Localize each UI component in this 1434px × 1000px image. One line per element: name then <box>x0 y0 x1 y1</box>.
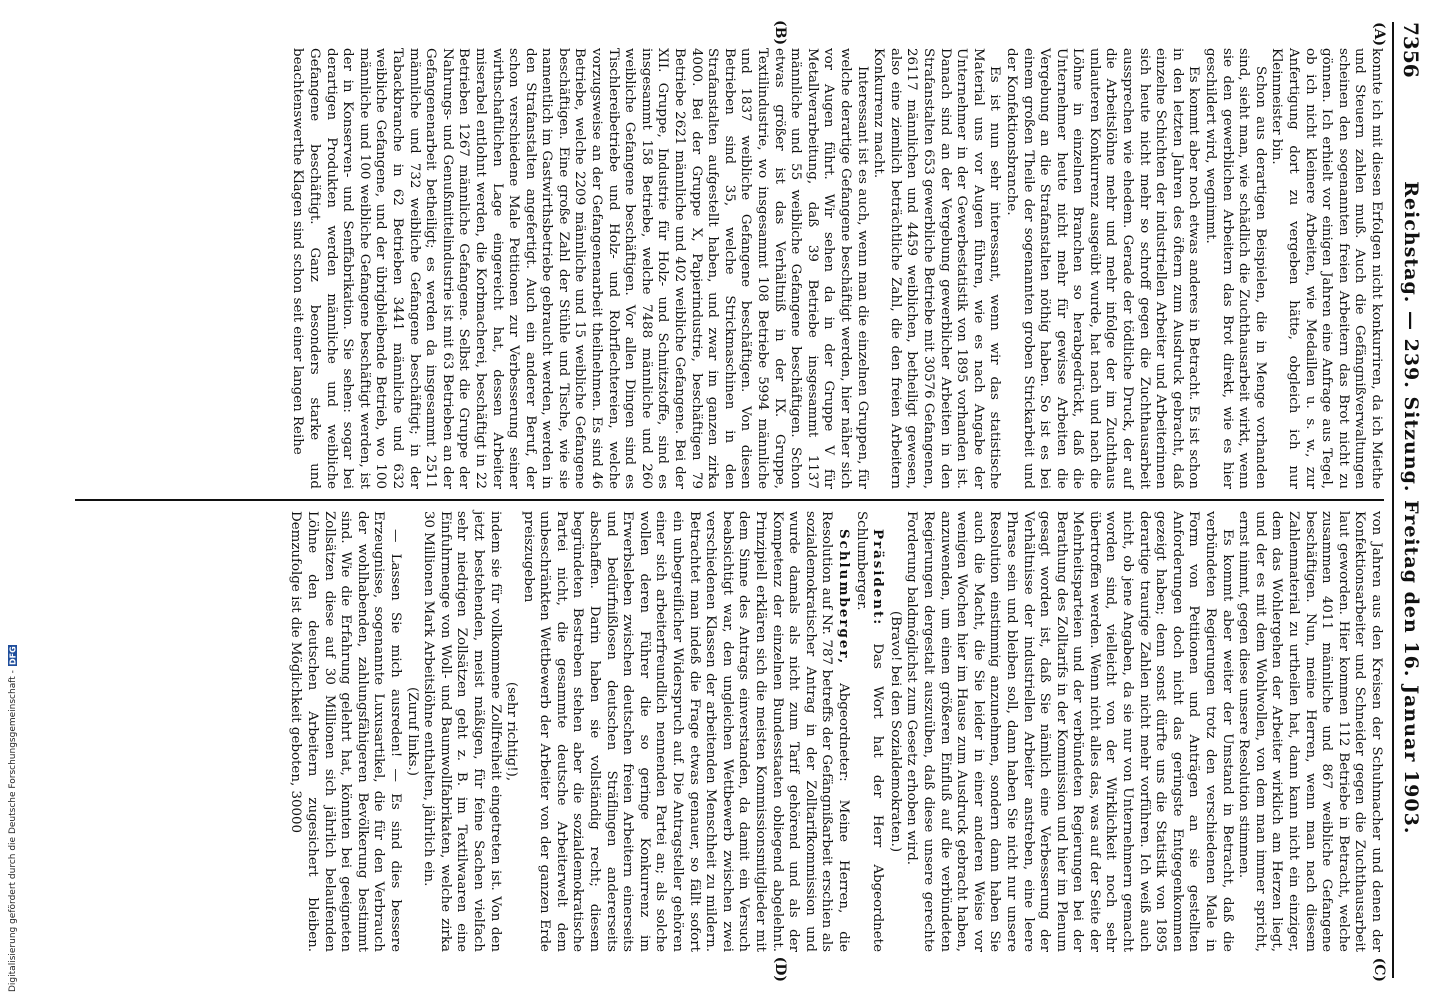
speech-text: Meine Herren, die Resolution auf Nr. 787 betreffs der Gefängnißarbeit erschien als sozialdemokratischer Antrag in der Zolltarifkommission und wurde damals als nicht zum Tarif gehörend und als der Kompetenz der einzelnen Bundesstaaten obliegend abgelehnt. Prinzipiell erklären sich die meisten Kommissionsmitglieder mit dem Sinne des Antrags einverstanden, da damit ein Versuch beabsichtigt war, den ungleichen Wettbewerb zwischen zwei verschiedenen Klassen der arbeitenden Menschheit zu mildern. Betrachtet man indeß die Frage etwas genauer, so fällt sofort ein unbegreiflicher Widerspruch auf. Die Antragsteller gehören einer sich arbeiterfreundlich nennenden Partei an; als solche wollen deren Führer die so geringe Konkurrenz im Erwerbsleben zwischen deutschen freien Arbeitern einerseits und bedürfnißlosen deutschen Sträflingen andererseits abschaffen. Darin haben sie vollständig recht; diesem begründeten Bestreben stehen aber die sozialdemokratische Partei nicht, die gesammte deutsche Arbeiterwelt dem unbeschränkten Wettbewerb der Arbeiter von der ganzen Erde preiszugeben <box>520 511 851 952</box>
page-header <box>1392 22 1428 978</box>
speaker-role: Abgeordneter: <box>836 683 851 782</box>
page-title: Reichstag. — 239. Sitzung. Freitag den 16. Januar 1903. <box>1400 181 1422 835</box>
text-columns <box>75 20 1387 982</box>
right-column <box>75 501 1387 982</box>
dfg-logo: DFG <box>8 646 18 666</box>
paragraph: Schon aus derartigen Beispielen, die in Menge vorhanden sind, sieht man, wie schädlich die Zuchthausarbeit wirkt, wenn sie den gewerblichen Arbeitern das Brot direkt, wie es hier geschildert wird, wegnimmt. <box>1203 48 1268 489</box>
speaker-name: Schlumberger, <box>836 529 852 666</box>
paragraph: Es ist nun sehr interessant, wenn wir das statistische Material uns vor Augen führen, wie es nach Angabe der Unternehmer in der Gewerbestatistik von 1895 vorhanden ist. Danach sind an der Vergebung gewerblicher Arbeiten in den Strafanstalten 653 gewerbliche Betriebe mit 30576 Gefangenen, 26117 männlichen und 4459 weiblichen, betheiligt gewesen, also eine ziemlich beträchtliche Zahl, die den freien Arbeitern Konkurrenz macht. <box>871 48 1003 489</box>
president-text: Das Wort hat der Herr Abgeordnete Schlumberger. <box>853 511 886 952</box>
applause-note: (Bravo! bei den Sozialdemokraten.) <box>887 610 903 853</box>
president-label: Präsident: <box>870 529 887 627</box>
interjection-note: (Zuruf links.) <box>404 686 420 777</box>
paragraph: konnte ich mit diesen Erfolgen nicht konkurriren, da ich Miethe und Steuern zahlen muß. Auch die Gefängnißverwaltungen scheinen den sogenannten freien Arbeitern das Brot nicht zu gönnen. Ich erhielt vor einigen Jahren eine Anfrage aus Tegel, ob ich nicht kleinere Arbeiten, wie Medaillen u. s. w., zur Anfertigung dort zu vergeben hätte, obgleich ich nur Kleinmeister bin. <box>1269 48 1384 489</box>
speaker-line <box>519 511 852 952</box>
margin-marker-b: (B) <box>772 20 788 46</box>
margin-marker-c: (C) <box>1371 957 1387 982</box>
margin-marker-d: (D) <box>772 956 788 982</box>
credit-text: Digitalisierung gefördert durch die Deutsche Forschungsgemeinschaft - <box>8 670 18 992</box>
president-line <box>852 511 886 952</box>
paragraph: indem sie für vollkommene Zollfreiheit eingetreten ist. Von den jetzt bestehenden, meist mäßigen, für feine Sachen vielfach sehr niedrigen Zollsätzen geht z. B. im Textilwaaren eine Einfuhrmenge von Woll- und Baumwollfabrikaten, welche zirka 30 Millionen Mark Arbeitslöhne enthalten, jährlich ein. <box>421 511 503 952</box>
aside-note: (sehr richtig!), <box>504 681 520 782</box>
paragraph: Es kommt aber weiter der Umstand in Betracht, daß die verbündeten Regierungen trotz den verschiedenen Male in Form von Petitionen und Anträgen an sie gestellten Anforderungen doch nicht das geringste Entgegenkommen gezeigt haben; denn sonst dürfte uns die Statistik von 1895 derartige traurige Zahlen nicht mehr vorführen. Ich weiß auch nicht, ob jene Angaben, da sie nur von Unternehmern gemacht worden sind, vielleicht von der Wirklichkeit noch sehr übertroffen werden. Wenn nicht alles das, was auf der Seite der Mehrheitsparteien und der verbündeten Regierungen bei der Berathung des Zolltarifs in der Kommission und hier im Plenum gesagt worden ist, daß Sie nämlich eine Verbesserung der Verhältnisse der industriellen Arbeiter anstreben, eine leere Phrase sein und bleiben soll, dann haben Sie nicht nur unsere Resolution einstimmig anzunehmen, sondern dann haben Sie auch die Macht, die Sie leider in einer anderen Weise vor wenigen Wochen hier im Hause zum Ausdruck gebracht haben, anzuwenden, um einen größeren Einfluß auf die verbündeten Regierungen dergestalt auszuüben, daß diese unsere gerechte Forderung baldmöglichst zum Gesetz erhoben wird. <box>904 511 1235 952</box>
paragraph: von Jahren aus den Kreisen der Schuhmacher und denen der Konfektionsarbeiter und Schneider gegen die Zuchthausarbeit laut geworden. Hier kommen 112 Betriebe in Betracht, welche zusammen 4011 männliche und 867 weibliche Gefangene beschäftigen. Nun, meine Herren, wenn man nach diesem Zahlenmaterial zu urtheilen hat, dann kann nicht ein einziger, dem das Wohlergehen der Arbeiter wirklich am Herzen liegt, und der es mit dem Wohlwollen, von dem man immer spricht, ernst nimmt, gegen diese unsere Resolution stimmen. <box>1236 511 1384 952</box>
page-number: 7356 <box>1399 22 1423 78</box>
left-column <box>75 20 1387 499</box>
paragraph: Interessant ist es auch, wenn man die einzelnen Gruppen, für welche derartige Gefangene beschäftigt werden, hier näher sich vor Augen führt. Wir sehen da in der Gruppe V für Metallverarbeitung, daß 39 Betriebe insgesammt 1137 männliche und 55 weibliche Gefangene beschäftigen. Schon etwas größer ist das Verhältniß in der IX. Gruppe, Textilindustrie, wo insgesammt 108 Betriebe 5994 männliche und 1837 weibliche Gefangene beschäftigen. Von diesen Betrieben sind 35, welche Strickmaschinen in den Strafanstalten aufgestellt haben, und zwar im ganzen zirka 4000. Bei der Gruppe X, Papierindustrie, beschäftigen 79 Betriebe 2621 männliche und 402 weibliche Gefangene. Bei der XII. Gruppe, Industrie für Holz- und Schnitzstoffe, sind es insgesammt 158 Betriebe, welche 7488 männliche und 260 weibliche Gefangene beschäftigen. Vor allen Dingen sind es Tischlereibetriebe und Holz- und Rohrflechtereien, welche vorzugsweise an der Gefangenenarbeit theilnehmen. Es sind 46 Betriebe, welche 2209 männliche und 15 weibliche Gefangene beschäftigen. Eine große Zahl der Stühle und Tische, wie sie namentlich im Gastwirthsbetriebe gebraucht werden, werden in den Strafanstalten angefertigt. Auch ein anderer Beruf, der schon verschiedene Male Petitionen zur Verbesserung seiner wirthschaftlichen Lage eingereicht hat, dessen Arbeiter miserabel entlohnt werden, die Korbmacherei, beschäftigt in 22 Betrieben 1267 männliche Gefangene. Selbst die Gruppe der Nahrungs- und Genußmittelindustrie ist mit 63 Betrieben an der Gefangenenarbeit betheiligt; es werden da insgesammt 2511 männliche und 732 weibliche Gefangene beschäftigt; in der Tabackbranche in 62 Betrieben 3441 männliche und 632 weibliche Gefangene, und der übrigbleibende Betrieb, wo 100 männliche und 100 weibliche Gefangene beschäftigt werden, ist der in Konserven- und Senffabrikation. Sie sehen: sogar bei derartigen Produkten werden männliche und weibliche Gefangene beschäftigt. Ganz besonders starke und beachtenswerthe Klagen sind schon seit einer langen Reihe <box>290 48 870 489</box>
paragraph: — Lassen Sie mich ausreden! — Es sind dies bessere Erzeugnisse, sogenannte Luxusartikel, die für den Verbrauch der wohlhabenden, zahlungsfähigeren Bevölkerung bestimmt sind. Wie die Erfahrung gelehrt hat, könnten bei geeigneten Zollsätzen diese auf 30 Millionen sich jährlich belaufenden Löhne den deutschen Arbeitern zugesichert bleiben. Demzufolge ist die Möglichkeit geboten, 30000 <box>288 511 403 952</box>
margin-marker-a: (A) <box>1371 22 1387 47</box>
paragraph: Es kommt aber noch etwas anderes in Betracht. Es ist schon in den letzten Jahren des öftern zum Ausdruck gebracht, daß einzelne Schichten der industriellen Arbeiter und Arbeiterinnen sich heute nicht mehr so schroff gegen die Zuchthausarbeit aussprechen wie ehedem. Gerade der tödtliche Druck, der auf die Arbeitslöhne mehr und mehr infolge der im Zuchthaus unlauteren Konkurrenz ausgeübt wurde, hat nach und nach die Löhne in einzelnen Branchen so herabgedrückt, daß die Unternehmer heute nicht mehr für gewisse Arbeiten die Vergebung an die Strafanstalten nöthig haben. So ist es bei einem großen Theile der sogenannten groben Strickarbeit und der Konfektionsbranche. <box>1003 48 1202 489</box>
